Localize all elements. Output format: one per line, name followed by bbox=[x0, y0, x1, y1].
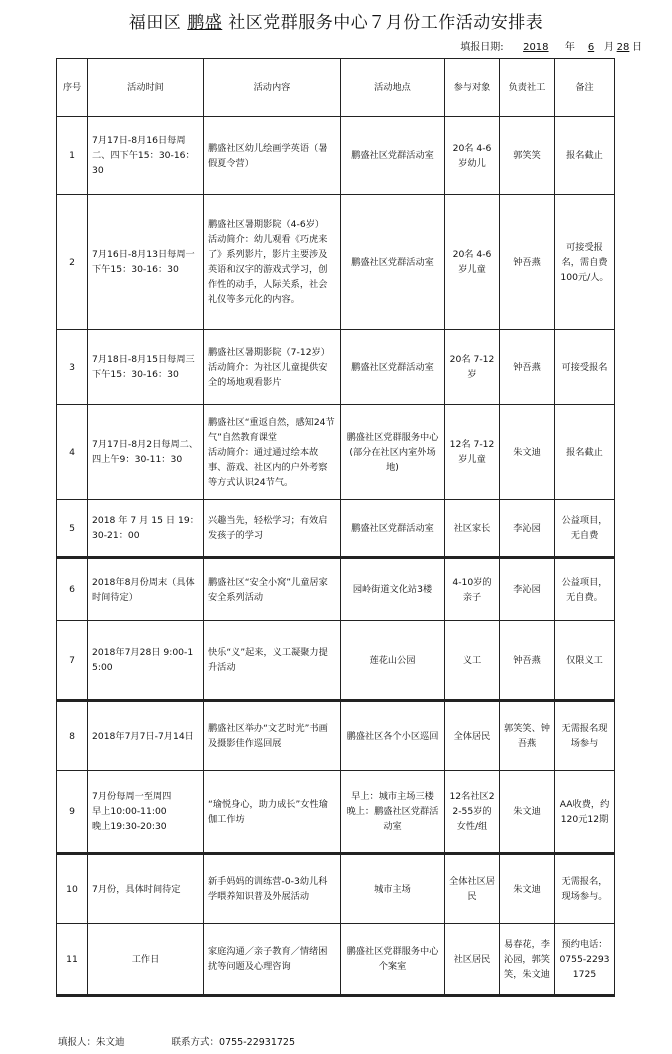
cell-target: 全体社区居民 bbox=[445, 854, 500, 924]
title-prefix: 福田区 bbox=[128, 13, 182, 33]
cell-target: 全体居民 bbox=[445, 701, 500, 771]
cell-note: 无需报名，现场参与。 bbox=[555, 854, 615, 924]
cell-place: 城市主场 bbox=[341, 854, 445, 924]
cell-time: 7月份每周一至周四 早上10:00-11:00 晚上19:30-20:30 bbox=[88, 771, 204, 854]
cell-no: 10 bbox=[57, 854, 88, 924]
cell-staff: 朱文迪 bbox=[500, 771, 555, 854]
cell-time: 7月17日-8月2日每周二、四上午9：30-11：30 bbox=[88, 405, 204, 500]
title-suffix: 社区党群服务中心７月份工作活动安排表 bbox=[228, 13, 544, 33]
cell-no: 5 bbox=[57, 500, 88, 558]
cell-target: 社区居民 bbox=[445, 924, 500, 996]
cell-time: 7月16日-8月13日每周一下午15：30-16：30 bbox=[88, 195, 204, 330]
footer bbox=[58, 1034, 339, 1048]
table-row bbox=[57, 854, 615, 924]
table-header-row bbox=[57, 59, 615, 117]
cell-target: 12名 7-12岁儿童 bbox=[445, 405, 500, 500]
cell-place: 园岭街道文化站3楼 bbox=[341, 558, 445, 621]
header-no: 序号 bbox=[57, 59, 88, 117]
cell-staff: 朱文迪 bbox=[500, 854, 555, 924]
cell-staff: 易春花，李沁园，郭笑笑，朱文迪 bbox=[500, 924, 555, 996]
cell-content: 鹏盛社区“安全小窝”儿童居家安全系列活动 bbox=[204, 558, 341, 621]
cell-time: 7月18日-8月15日每周三下午15：30-16：30 bbox=[88, 330, 204, 405]
cell-content: 鹏盛社区幼儿绘画学英语（暑假夏令营） bbox=[204, 117, 341, 195]
fill-date-year-unit: 年 bbox=[564, 42, 575, 53]
page-title bbox=[0, 8, 672, 33]
cell-no: 1 bbox=[57, 117, 88, 195]
cell-note: 预约电话：0755-22931725 bbox=[555, 924, 615, 996]
cell-no: 3 bbox=[57, 330, 88, 405]
cell-place: 鹏盛社区各个小区巡回 bbox=[341, 701, 445, 771]
cell-note: 可接受报名 bbox=[555, 330, 615, 405]
cell-time: 7月份，具体时间待定 bbox=[88, 854, 204, 924]
header-content: 活动内容 bbox=[204, 59, 341, 117]
cell-no: 2 bbox=[57, 195, 88, 330]
cell-note: 仅限义工 bbox=[555, 621, 615, 701]
table-row bbox=[57, 195, 615, 330]
cell-no: 7 bbox=[57, 621, 88, 701]
cell-note: 报名截止 bbox=[555, 117, 615, 195]
cell-no: 6 bbox=[57, 558, 88, 621]
activity-table bbox=[56, 58, 615, 997]
header-place: 活动地点 bbox=[341, 59, 445, 117]
cell-no: 11 bbox=[57, 924, 88, 996]
cell-place: 莲花山公园 bbox=[341, 621, 445, 701]
header-note: 备注 bbox=[555, 59, 615, 117]
cell-content: 快乐“义”起来，义工凝聚力提升活动 bbox=[204, 621, 341, 701]
footer-reporter: 填报人：朱文迪 bbox=[58, 1037, 125, 1048]
cell-target: 社区家长 bbox=[445, 500, 500, 558]
cell-place: 鹏盛社区党群活动室 bbox=[341, 195, 445, 330]
cell-no: 4 bbox=[57, 405, 88, 500]
cell-staff: 郭笑笑、钟吾燕 bbox=[500, 701, 555, 771]
fill-date-month: 6 bbox=[587, 42, 595, 53]
cell-place: 鹏盛社区党群服务中心个案室 bbox=[341, 924, 445, 996]
cell-time: 7月17日-8月16日每周二、四下午15：30-16：30 bbox=[88, 117, 204, 195]
table-row bbox=[57, 924, 615, 996]
cell-target: 20名 4-6岁儿童 bbox=[445, 195, 500, 330]
cell-place: 早上：城市主场三楼 晚上：鹏盛社区党群活动室 bbox=[341, 771, 445, 854]
cell-content: 家庭沟通／亲子教育／情绪困扰等问题及心理咨询 bbox=[204, 924, 341, 996]
cell-note: 公益项目，无自费 bbox=[555, 500, 615, 558]
cell-note: 无需报名现场参与 bbox=[555, 701, 615, 771]
cell-time: 2018 年 7 月 15 日 19：30-21：00 bbox=[88, 500, 204, 558]
fill-date-day-unit: 日 bbox=[632, 42, 642, 53]
cell-target: 义工 bbox=[445, 621, 500, 701]
cell-place: 鹏盛社区党群活动室 bbox=[341, 330, 445, 405]
cell-note: AA收费，约120元12期 bbox=[555, 771, 615, 854]
cell-content: 鹏盛社区举办“文艺时光”书画及摄影佳作巡回展 bbox=[204, 701, 341, 771]
header-time: 活动时间 bbox=[88, 59, 204, 117]
table-row bbox=[57, 558, 615, 621]
cell-staff: 钟吾燕 bbox=[500, 195, 555, 330]
table-row bbox=[57, 117, 615, 195]
cell-time: 2018年7月7日-7月14日 bbox=[88, 701, 204, 771]
cell-time: 工作日 bbox=[88, 924, 204, 996]
header-target: 参与对象 bbox=[445, 59, 500, 117]
cell-place: 鹏盛社区党群服务中心(部分在社区内室外场地) bbox=[341, 405, 445, 500]
cell-place: 鹏盛社区党群活动室 bbox=[341, 117, 445, 195]
cell-note: 报名截止 bbox=[555, 405, 615, 500]
fill-date-day: 28 bbox=[616, 42, 630, 53]
cell-staff: 李沁园 bbox=[500, 500, 555, 558]
cell-note: 公益项目，无自费。 bbox=[555, 558, 615, 621]
fill-date bbox=[460, 38, 642, 53]
cell-time: 2018年7月28日 9:00-15:00 bbox=[88, 621, 204, 701]
footer-contact: 联系方式：0755-22931725 bbox=[171, 1037, 296, 1048]
fill-date-month-unit: 月 bbox=[604, 42, 614, 53]
table-row bbox=[57, 701, 615, 771]
table-row bbox=[57, 405, 615, 500]
cell-content: 鹏盛社区“重返自然，感知24节气”自然教育课堂 活动简介：通过通过绘本故事、游戏、社区内的户外考察等方式认识24节气。 bbox=[204, 405, 341, 500]
cell-content: 鹏盛社区暑期影院（4-6岁） 活动简介：幼儿观看《巧虎来了》系列影片，影片主要涉及英语和汉字的游戏式学习，创作性的动手，人际关系，社会礼仪等多元化的内容。 bbox=[204, 195, 341, 330]
fill-date-label: 填报日期: bbox=[460, 42, 504, 53]
cell-no: 9 bbox=[57, 771, 88, 854]
title-district: 鹏盛 bbox=[187, 13, 223, 33]
cell-staff: 朱文迪 bbox=[500, 405, 555, 500]
cell-content: 新手妈妈的训练营-0-3幼儿科学喂养知识普及外展活动 bbox=[204, 854, 341, 924]
table-row bbox=[57, 771, 615, 854]
cell-content: 鹏盛社区暑期影院（7-12岁） 活动简介：为社区儿童提供安全的场地观看影片 bbox=[204, 330, 341, 405]
cell-staff: 钟吾燕 bbox=[500, 330, 555, 405]
cell-place: 鹏盛社区党群活动室 bbox=[341, 500, 445, 558]
table-row bbox=[57, 621, 615, 701]
cell-staff: 李沁园 bbox=[500, 558, 555, 621]
cell-content: 兴趣当先，轻松学习；有效启发孩子的学习 bbox=[204, 500, 341, 558]
table-row bbox=[57, 500, 615, 558]
cell-no: 8 bbox=[57, 701, 88, 771]
fill-date-year: 2018 bbox=[523, 42, 549, 53]
cell-target: 4-10岁的亲子 bbox=[445, 558, 500, 621]
header-staff: 负责社工 bbox=[500, 59, 555, 117]
cell-time: 2018年8月份周末（具体时间待定） bbox=[88, 558, 204, 621]
cell-target: 20名 4-6岁幼儿 bbox=[445, 117, 500, 195]
cell-target: 12名社区22-55岁的女性/组 bbox=[445, 771, 500, 854]
cell-staff: 郭笑笑 bbox=[500, 117, 555, 195]
cell-target: 20名 7-12岁 bbox=[445, 330, 500, 405]
cell-note: 可接受报名，需自费100元/人。 bbox=[555, 195, 615, 330]
cell-content: “瑜悦身心，助力成长”女性瑜伽工作坊 bbox=[204, 771, 341, 854]
cell-staff: 钟吾燕 bbox=[500, 621, 555, 701]
table-row bbox=[57, 330, 615, 405]
